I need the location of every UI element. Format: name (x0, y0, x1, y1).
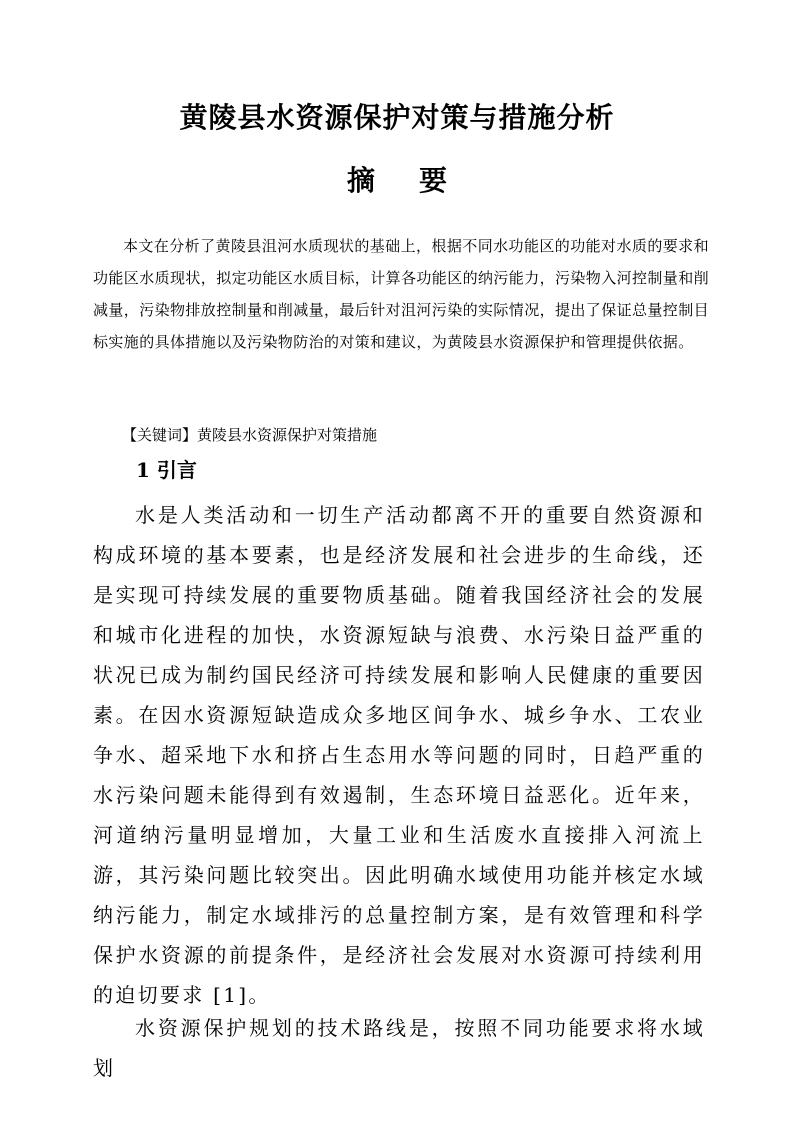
document-title: 黄陵县水资源保护对策与措施分析 (179, 101, 615, 134)
section-heading-introduction: 1 引言 (136, 458, 197, 482)
abstract-text: 本文在分析了黄陵县沮河水质现状的基础上，根据不同水功能区的功能对水质的要求和功能区水质现状，拟定功能区水质目标，计算各功能区的纳污能力，污染物入河控制量和削减量，污染物排放控制量和削减量，最后针对沮河污染的实际情况，提出了保证总量控制目标实施的具体措施以及污染物防治的对策和建议，为黄陵县水资源保护和管理提供依据。 (93, 237, 710, 351)
body-paragraph: 水资源保护规划的技术路线是，按照不同功能要求将水域划 (93, 1016, 705, 1080)
keywords-line: 【关键词】黄陵县水资源保护对策措施 (122, 426, 378, 444)
body-paragraph: 水是人类活动和一切生产活动都离不开的重要自然资源和构成环境的基本要素，也是经济发展和社会进步的生命线，还是实现可持续发展的重要物质基础。随着我国经济社会的发展和城市化进程的加快，水资源短缺与浪费、水污染日益严重的状况已成为制约国民经济可持续发展和影响人民健康的重要因素。在因水资源短缺造成众多地区间争水、城乡争水、工农业争水、超采地下水和挤占生态用水等问题的同时，日趋严重的水污染问题未能得到有效遏制，生态环境日益恶化。近年来，河道纳污量明显增加，大量工业和生活废水直接排入河流上游，其污染问题比较突出。因此明确水域使用功能并核定水域纳污能力，制定水域排污的总量控制方案，是有效管理和科学保护水资源的前提条件，是经济社会发展对水资源可持续利用的迫切要求 [1]。 (93, 503, 705, 1007)
abstract-heading: 摘要 (346, 164, 491, 197)
